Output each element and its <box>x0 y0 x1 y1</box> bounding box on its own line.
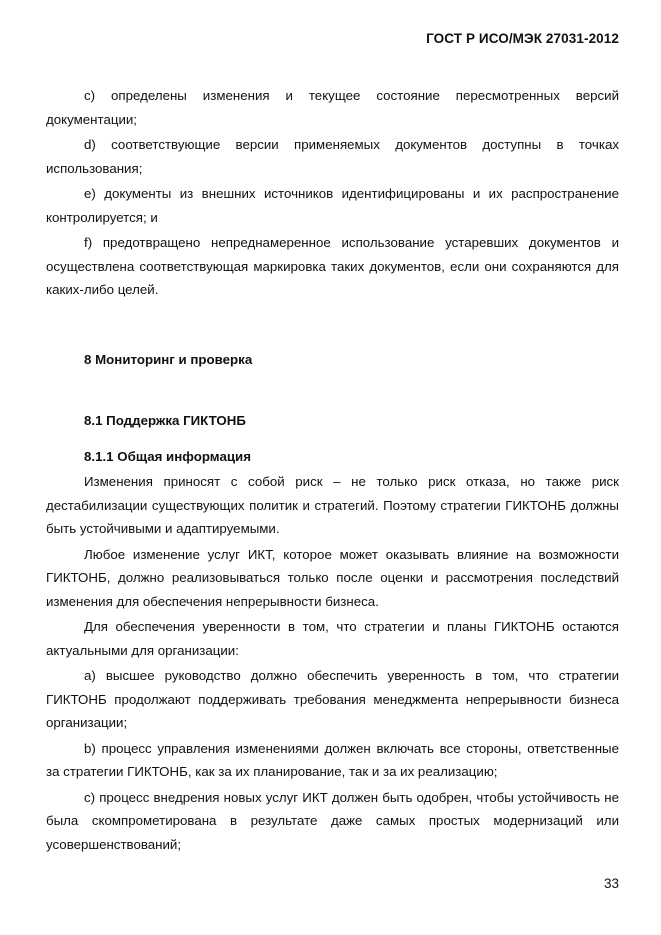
paragraph-assurance: Для обеспечения уверенности в том, что стратегии и планы ГИКТОНБ остаются актуальными для организации: <box>46 619 619 658</box>
list-item-c-top: c) определены изменения и текущее состояние пересмотренных версий документации; <box>46 88 619 127</box>
list-item-a-bottom: a) высшее руководство должно обеспечить уверенность в том, что стратегии ГИКТОНБ продолжают поддерживать требования менеджмента непрерывности бизнеса организации; <box>46 668 619 730</box>
list-item-c-bottom: c) процесс внедрения новых услуг ИКТ должен быть одобрен, чтобы устойчивость не была скомпрометирована в результате даже самых простых модернизаций или усовершенствований; <box>46 789 619 852</box>
page-number: 33 <box>603 876 619 891</box>
list-item-b-bottom: b) процесс управления изменениями должен включать все стороны, ответственные за стратегии ГИКТОНБ, как за их планирование, так и за их реализацию; <box>46 740 619 779</box>
paragraph-ict-change: Любое изменение услуг ИКТ, которое может оказывать влияние на возможности ГИКТОНБ, должно реализовываться только после оценки и рассмотрения последствий изменения для обеспечения непрерывности бизнеса. <box>46 546 619 609</box>
subsection-heading: 8.1 Поддержка ГИКТОНБ <box>84 413 246 428</box>
paragraph-changes-risk: Изменения приносят с собой риск – не только риск отказа, но также риск дестабилизации существующих политик и стратегий. Поэтому стратегии ГИКТОНБ должны быть устойчивыми и адаптируемыми. <box>46 474 619 536</box>
list-item-d-top: d) соответствующие версии применяемых документов доступны в точках использования; <box>46 137 619 176</box>
section-heading: 8 Мониторинг и проверка <box>84 351 253 367</box>
page-content <box>46 84 619 858</box>
subsubsection-heading: 8.1.1 Общая информация <box>84 448 251 464</box>
list-item-e-top: e) документы из внешних источников идентифицированы и их распространение контролируется; и <box>46 186 619 225</box>
list-item-f-top: f) предотвращено непреднамеренное использование устаревших документов и осуществлена соответствующая маркировка таких документов, если они сохраняются для каких-либо целей. <box>46 235 619 297</box>
document-header: ГОСТ Р ИСО/МЭК 27031-2012 <box>426 31 619 46</box>
